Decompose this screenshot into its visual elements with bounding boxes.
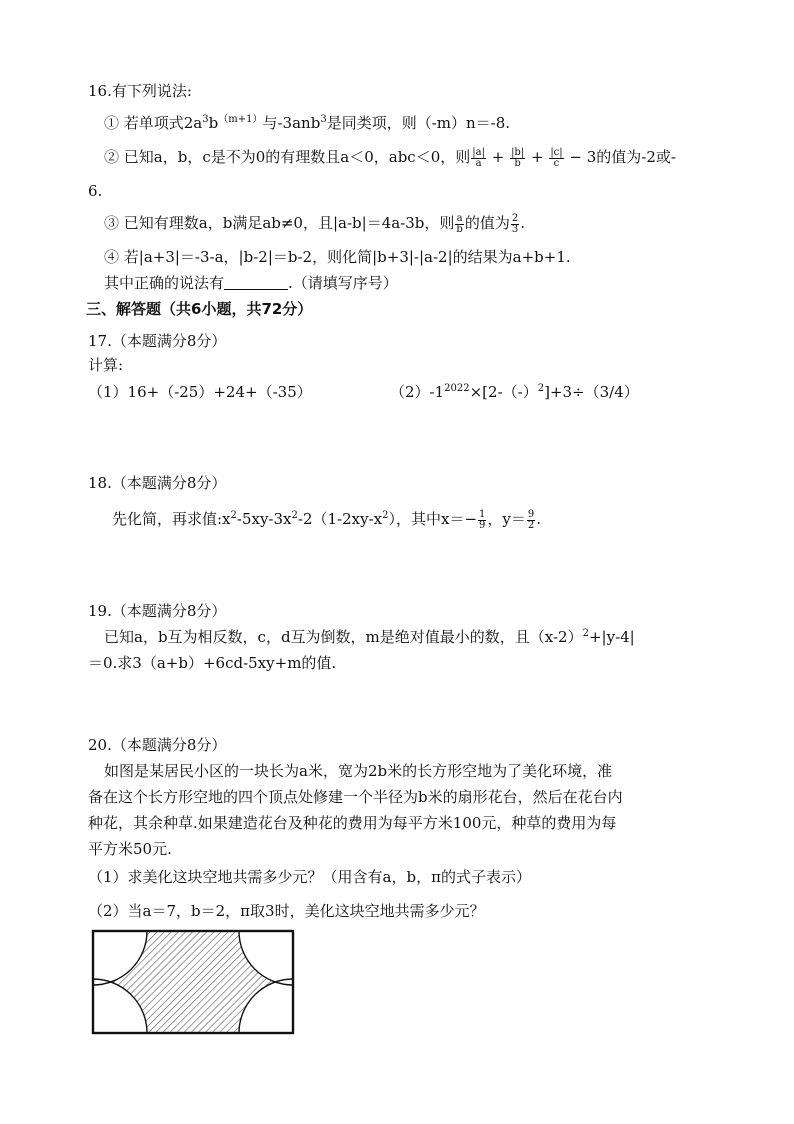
q17-part-1: （1）16+（-25）+24+（-35） (88, 383, 312, 401)
q20-part-2: （2）当a＝7，b＝2，π取3时，美化这块空地共需多少元？ (88, 902, 485, 920)
q17-part-2: $(2)-1^{2022}\times[2-(-)^2]+3\div(3/4)$ (390, 383, 639, 401)
q16-statement-2: ② 已知a，b，c是不为0的有理数且a＜0，abc＜0，则 $\frac{|a|}{a}$ + $\frac{|b|}{b}$ + $\frac{|c|}{c}$ − 3的值为-2或- (104, 146, 676, 169)
fraction-two-thirds: $\frac{2}{3}$ (511, 212, 519, 235)
q20-title: 20.（本题满分8分） (88, 736, 227, 754)
q16-answer-line: 其中正确的说法有 .（请填写序号） (104, 274, 398, 292)
q16-statement-3: ③ 已知有理数a，b满足ab≠0，且|a-b|＝4a-3b，则 $\frac{a}{b}$ 的值为 $\frac{2}{3}$ . (104, 212, 525, 235)
rectangle-garden-figure (90, 928, 296, 1036)
q16-statement-4: ④ 若|a+3|＝-3-a，|b-2|＝b-2，则化简|b+3|-|a-2|的结果为a+b+1. (104, 248, 571, 266)
q19-line-1: 已知a，b互为相反数，c，d互为倒数，m是绝对值最小的数，且$(x-2)^2+|y-4|$ (104, 628, 635, 646)
answer-blank[interactable] (224, 275, 288, 290)
fraction-c: $\frac{|c|}{c}$ (550, 146, 563, 169)
q16-statement-1: ① 若单项式$2a^3b^{(m+1)}$与-3anb$^3$是同类项，则（-m）n＝-8. (104, 114, 511, 132)
q20-line-2: 备在这个长方形空地的四个顶点处修建一个半径为b米的扇形花台，然后在花台内 (88, 788, 623, 806)
fraction-y: $\frac{9}{2}$ (527, 508, 535, 531)
fraction-b: $\frac{|b|}{b}$ (511, 146, 525, 169)
q17-title: 17.（本题满分8分） (88, 332, 227, 350)
section-heading: 三、解答题（共6小题，共72分） (86, 300, 313, 318)
q16-statement-2-cont: 6. (88, 182, 103, 200)
fraction-a-over-b: $\frac{a}{b}$ (456, 212, 463, 235)
q19-title: 19.（本题满分8分） (88, 602, 227, 620)
q16-title: 16.有下列说法: (88, 82, 192, 100)
q20-line-1: 如图是某居民小区的一块长为a米，宽为2b米的长方形空地为了美化环境，准 (104, 762, 613, 780)
fraction-x: $\frac{1}{9}$ (479, 508, 486, 531)
q19-line-2: ＝0.求3（a+b）+6cd-5xy+m的值. (88, 654, 337, 672)
q18-title: 18.（本题满分8分） (88, 474, 227, 492)
q17-intro: 计算: (88, 356, 124, 374)
q20-line-3: 种花，其余种草.如果建造花台及种花的费用为每平方米100元，种草的费用为每 (88, 814, 617, 832)
q18-body: 先化简，再求值$:x^2-5xy-3x^2-2(1-2xy-x^2)$，其中x＝− $\frac{1}{9}$ ，y＝ $\frac{9}{2}$ . (112, 508, 542, 531)
fraction-a: $\frac{|a|}{a}$ (472, 146, 485, 169)
grass-area (93, 931, 293, 1033)
q20-part-1: （1）求美化这块空地共需多少元？（用含有a，b，π的式子表示） (88, 868, 531, 886)
q20-line-4: 平方米50元. (88, 840, 172, 858)
